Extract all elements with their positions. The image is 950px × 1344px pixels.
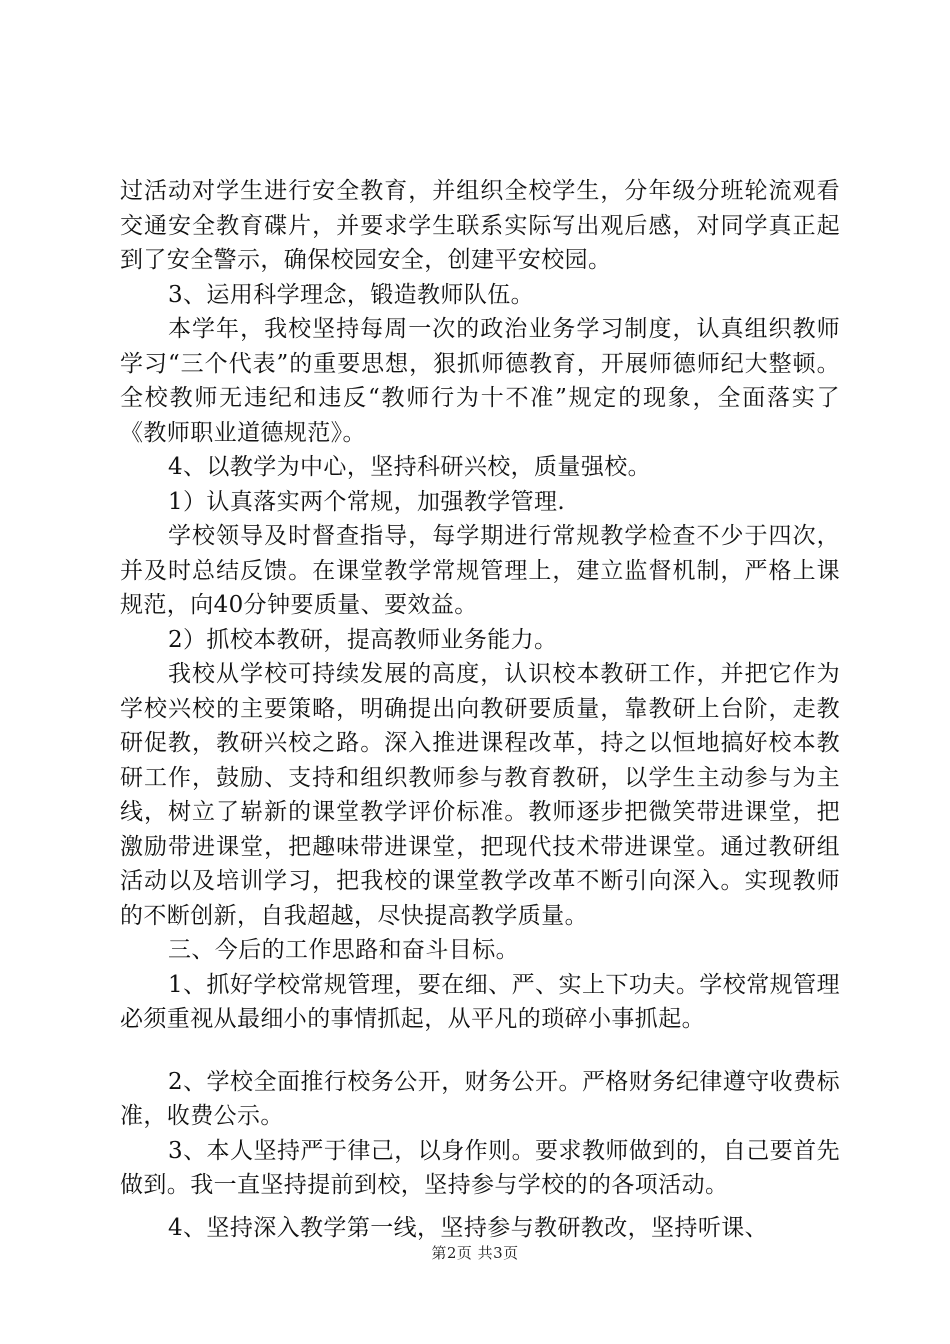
- subsection-heading: 1）认真落实两个常规，加强教学管理.: [168, 488, 566, 515]
- section-heading: 三、今后的工作思路和奋斗目标。: [168, 937, 519, 963]
- list-item: 1、抓好学校常规管理，要在细、严、实上下功夫。学校常规管理必须重视从最细小的事情抓起，从平凡的琐碎小事抓起。: [120, 971, 840, 1032]
- document-body: [120, 174, 840, 1245]
- subsection-heading: 2）抓校本教研，提高教师业务能力。: [168, 626, 558, 653]
- list-item: 4、坚持深入教学第一线，坚持参与教研教改，坚持听课、: [168, 1214, 769, 1241]
- section-heading: 4、以教学为中心，坚持科研兴校，质量强校。: [168, 454, 652, 480]
- list-item: 2、学校全面推行校务公开，财务公开。严格财务纪律遵守收费标准，收费公示。: [120, 1068, 840, 1129]
- paragraph: 我校从学校可持续发展的高度，认识校本教研工作，并把它作为学校兴校的主要策略，明确提出向教研要质量，靠教研上台阶，走教研促教，教研兴校之路。深入推进课程改革，持之以恒地搞好校本教研工作，鼓励、支持和组织教师参与教育教研，以学生主动参与为主线，树立了崭新的课堂教学评价标准。教师逐步把微笑带进课堂，把激励带进课堂，把趣味带进课堂，把现代技术带进课堂。通过教研组活动以及培训学习，把我校的课堂教学改革不断引向深入。实现教师的不断创新，自我超越，尽快提高教学质量。: [120, 661, 840, 929]
- paragraph: 学校领导及时督查指导，每学期进行常规教学检查不少于四次，并及时总结反馈。在课堂教学常规管理上，建立监督机制，严格上课规范，向40分钟要质量、要效益。: [120, 523, 840, 618]
- section-heading: 3、运用科学理念，锻造教师队伍。: [168, 281, 535, 308]
- paragraph: 过活动对学生进行安全教育，并组织全校学生，分年级分班轮流观看交通安全教育碟片，并要求学生联系实际写出观后感，对同学真正起到了安全警示，确保校园安全，创建平安校园。: [120, 178, 840, 273]
- paragraph: 本学年，我校坚持每周一次的政治业务学习制度，认真组织教师学习“三个代表”的重要思想，狠抓师德教育，开展师德师纪大整顿。全校教师无违纪和违反“教师行为十不准”规定的现象，全面落实了《教师职业道德规范》。: [120, 316, 840, 446]
- list-item: 3、本人坚持严于律己，以身作则。要求教师做到的，自己要首先做到。我一直坚持提前到校，坚持参与学校的的各项活动。: [120, 1137, 840, 1198]
- page-number-footer: 第2页 共3页: [431, 1244, 519, 1262]
